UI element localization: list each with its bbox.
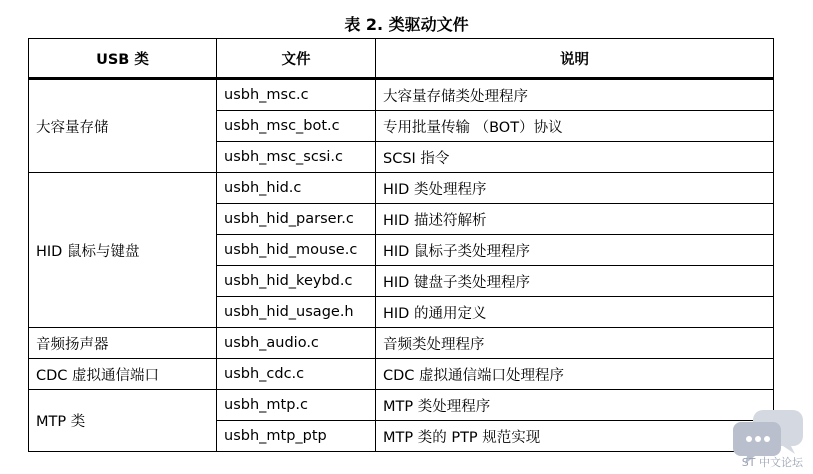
table-row xyxy=(29,359,774,390)
table-row xyxy=(29,390,774,421)
table-caption: 表 2. 类驱动文件 xyxy=(344,15,469,34)
class-cell: CDC 虚拟通信端口 xyxy=(29,359,217,390)
table-body xyxy=(29,79,774,452)
description-cell: HID 的通用定义 xyxy=(376,297,774,328)
file-cell: usbh_mtp.c xyxy=(217,390,376,421)
description-cell: HID 描述符解析 xyxy=(376,204,774,235)
table-row xyxy=(29,79,774,111)
watermark-text: ST 中文论坛 xyxy=(741,456,803,469)
table-row xyxy=(29,173,774,204)
description-cell: HID 鼠标子类处理程序 xyxy=(376,235,774,266)
description-cell: MTP 类的 PTP 规范实现 xyxy=(376,421,774,452)
header-usb-class: USB 类 xyxy=(29,39,217,79)
class-cell: MTP 类 xyxy=(29,390,217,452)
file-cell: usbh_hid_parser.c xyxy=(217,204,376,235)
description-cell: SCSI 指令 xyxy=(376,142,774,173)
file-cell: usbh_msc_bot.c xyxy=(217,111,376,142)
header-description: 说明 xyxy=(376,39,774,79)
class-cell: HID 鼠标与键盘 xyxy=(29,173,217,328)
description-cell: 音频类处理程序 xyxy=(376,328,774,359)
file-cell: usbh_msc_scsi.c xyxy=(217,142,376,173)
description-cell: 专用批量传输 （BOT）协议 xyxy=(376,111,774,142)
description-cell: CDC 虚拟通信端口处理程序 xyxy=(376,359,774,390)
class-driver-table xyxy=(28,38,774,452)
table-row xyxy=(29,328,774,359)
class-cell: 大容量存储 xyxy=(29,79,217,173)
file-cell: usbh_hid_usage.h xyxy=(217,297,376,328)
file-cell: usbh_cdc.c xyxy=(217,359,376,390)
file-cell: usbh_hid_mouse.c xyxy=(217,235,376,266)
file-cell: usbh_hid_keybd.c xyxy=(217,266,376,297)
header-file: 文件 xyxy=(217,39,376,79)
description-cell: 大容量存储类处理程序 xyxy=(376,79,774,111)
description-cell: HID 键盘子类处理程序 xyxy=(376,266,774,297)
file-cell: usbh_audio.c xyxy=(217,328,376,359)
description-cell: HID 类处理程序 xyxy=(376,173,774,204)
table-header-row xyxy=(29,39,774,79)
file-cell: usbh_hid.c xyxy=(217,173,376,204)
file-cell: usbh_msc.c xyxy=(217,79,376,111)
description-cell: MTP 类处理程序 xyxy=(376,390,774,421)
class-cell: 音频扬声器 xyxy=(29,328,217,359)
file-cell: usbh_mtp_ptp xyxy=(217,421,376,452)
